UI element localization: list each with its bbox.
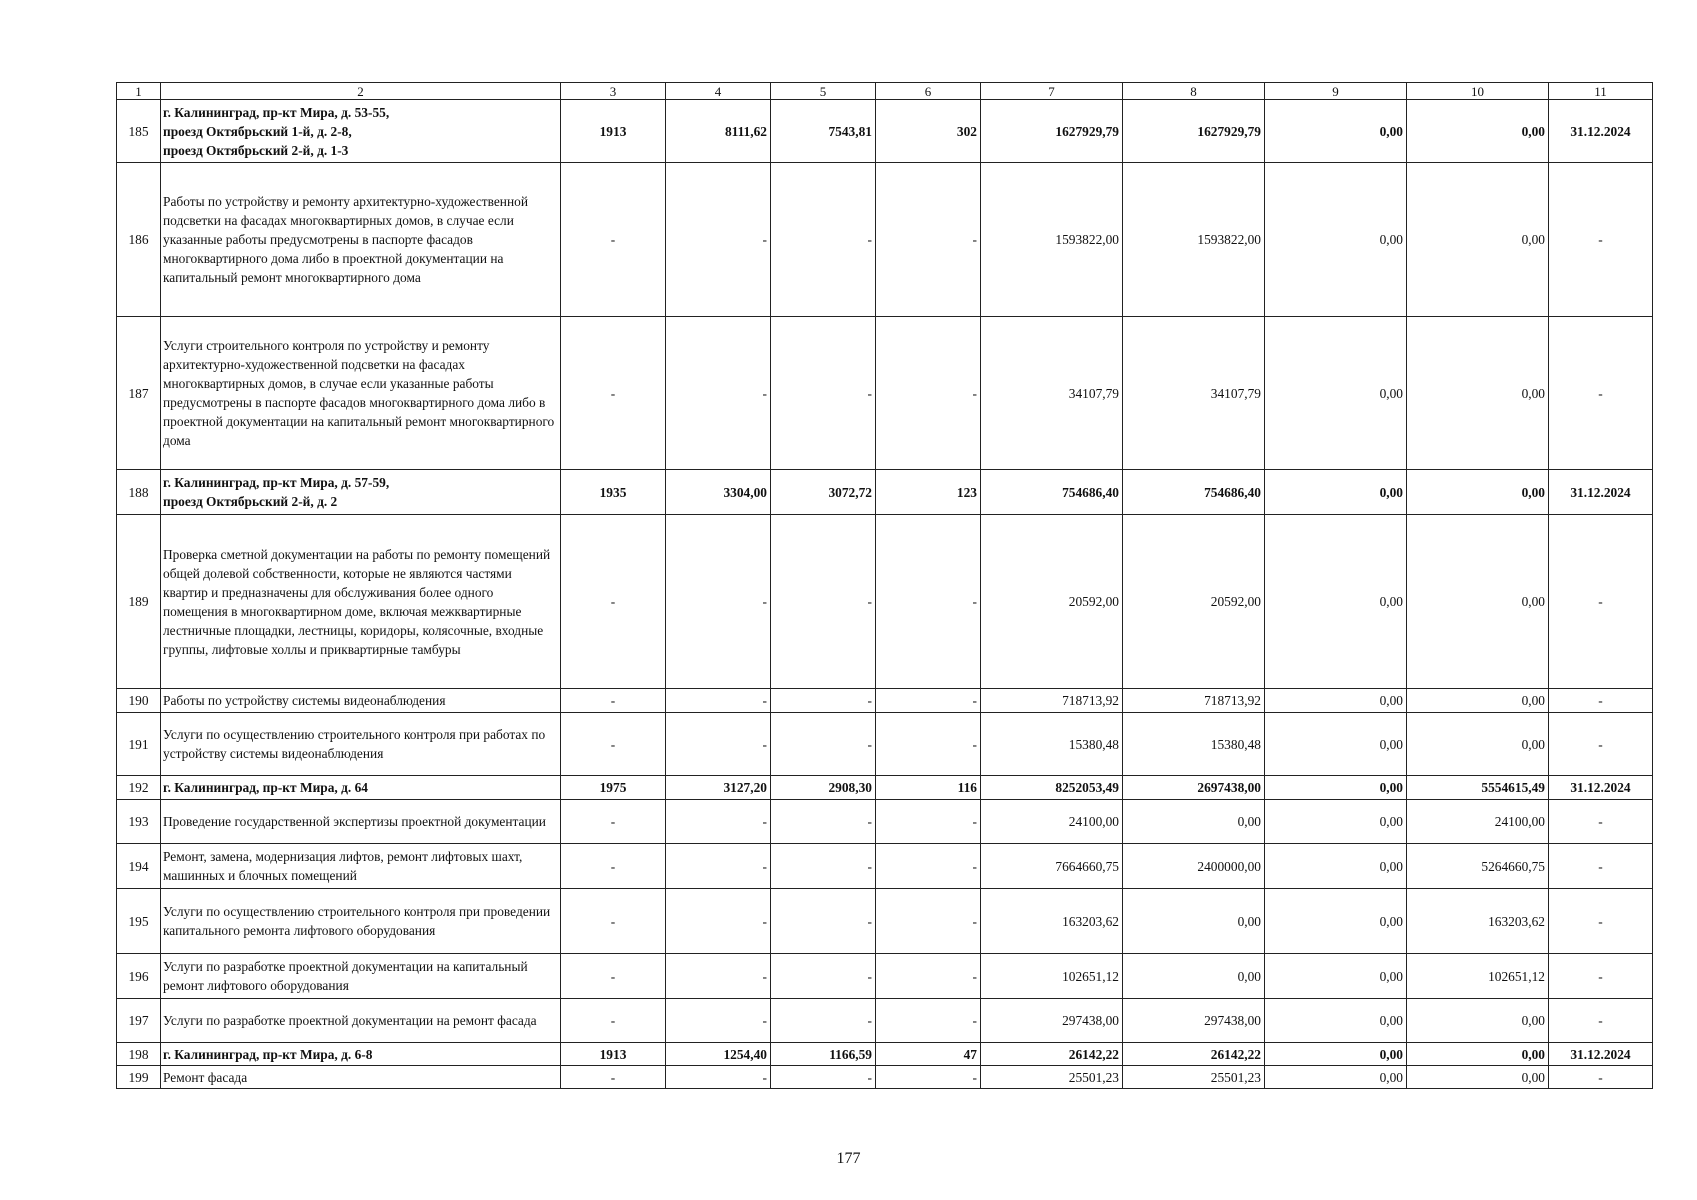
- cell-row-number: 194: [117, 844, 161, 889]
- cell-area-total: -: [666, 954, 771, 999]
- cell-row-number: 187: [117, 317, 161, 470]
- cell-year: -: [561, 889, 666, 954]
- cell-cost-total: 1593822,00: [981, 163, 1123, 317]
- cell-description: [161, 470, 561, 515]
- column-header-4: 4: [666, 83, 771, 100]
- cell-area-total: -: [666, 999, 771, 1043]
- cell-cost-fund: 34107,79: [1123, 317, 1265, 470]
- cell-cost-total: 8252053,49: [981, 776, 1123, 800]
- cell-area-living: -: [771, 800, 876, 844]
- table-row: [117, 713, 1653, 776]
- cell-cost-owners: 0,00: [1265, 470, 1407, 515]
- column-header-2: 2: [161, 83, 561, 100]
- cell-area-total: -: [666, 800, 771, 844]
- cell-deadline: 31.12.2024: [1549, 776, 1653, 800]
- column-header-1: 1: [117, 83, 161, 100]
- address-line: проезд Октябрьский 2-й, д. 1-3: [163, 142, 349, 158]
- cell-row-number: 190: [117, 689, 161, 713]
- cell-deadline: -: [1549, 713, 1653, 776]
- cell-cost-fund: 2697438,00: [1123, 776, 1265, 800]
- cell-cost-fund: 0,00: [1123, 800, 1265, 844]
- cell-year: -: [561, 800, 666, 844]
- table-row: [117, 954, 1653, 999]
- table-row: [117, 515, 1653, 689]
- cell-deadline: -: [1549, 889, 1653, 954]
- cell-cost-owners: 0,00: [1265, 999, 1407, 1043]
- cell-description: Ремонт, замена, модернизация лифтов, ремонт лифтовых шахт, машинных и блочных помещений: [161, 844, 561, 889]
- cell-year: 1913: [561, 1043, 666, 1066]
- cell-cost-other: 24100,00: [1407, 800, 1549, 844]
- cell-area-total: 1254,40: [666, 1043, 771, 1066]
- cell-cost-fund: 754686,40: [1123, 470, 1265, 515]
- cell-cost-total: 754686,40: [981, 470, 1123, 515]
- cell-area-total: -: [666, 317, 771, 470]
- cell-description: Проведение государственной экспертизы проектной документации: [161, 800, 561, 844]
- cell-cost-total: 34107,79: [981, 317, 1123, 470]
- column-header-10: 10: [1407, 83, 1549, 100]
- column-header-5: 5: [771, 83, 876, 100]
- header-row: [117, 83, 1653, 100]
- page-number: 177: [836, 1150, 861, 1167]
- cell-cost-fund: 0,00: [1123, 889, 1265, 954]
- column-header-3: 3: [561, 83, 666, 100]
- cell-deadline: -: [1549, 689, 1653, 713]
- cell-residents: -: [876, 889, 981, 954]
- table-row: [117, 844, 1653, 889]
- cell-area-living: -: [771, 1066, 876, 1089]
- cell-cost-fund: 26142,22: [1123, 1043, 1265, 1066]
- cell-cost-other: 0,00: [1407, 713, 1549, 776]
- cell-cost-fund: 0,00: [1123, 954, 1265, 999]
- cell-area-total: -: [666, 844, 771, 889]
- cell-cost-owners: 0,00: [1265, 1066, 1407, 1089]
- cell-cost-fund: 1627929,79: [1123, 100, 1265, 163]
- cell-deadline: 31.12.2024: [1549, 100, 1653, 163]
- cell-cost-total: 163203,62: [981, 889, 1123, 954]
- cell-cost-fund: 718713,92: [1123, 689, 1265, 713]
- cell-year: -: [561, 689, 666, 713]
- cell-cost-other: 163203,62: [1407, 889, 1549, 954]
- table-row: [117, 1043, 1653, 1066]
- cell-residents: 302: [876, 100, 981, 163]
- cell-row-number: 193: [117, 800, 161, 844]
- cell-year: -: [561, 844, 666, 889]
- table-row: [117, 689, 1653, 713]
- cell-residents: -: [876, 999, 981, 1043]
- cell-residents: 47: [876, 1043, 981, 1066]
- cell-year: -: [561, 515, 666, 689]
- cell-row-number: 186: [117, 163, 161, 317]
- cell-area-living: -: [771, 999, 876, 1043]
- cell-residents: -: [876, 713, 981, 776]
- cell-deadline: 31.12.2024: [1549, 1043, 1653, 1066]
- cell-deadline: -: [1549, 515, 1653, 689]
- table-row: [117, 1066, 1653, 1089]
- cell-cost-owners: 0,00: [1265, 800, 1407, 844]
- table-row: [117, 163, 1653, 317]
- cell-area-living: 3072,72: [771, 470, 876, 515]
- cell-cost-fund: 20592,00: [1123, 515, 1265, 689]
- cell-cost-other: 0,00: [1407, 999, 1549, 1043]
- cell-description: Услуги строительного контроля по устройству и ремонту архитектурно-художественной подсветки на фасадах многоквартирных домов, в случае если указанные работы предусмотрены в паспорте фасадов многоквартирного дома либо в проектной документации на капитальный ремонт многоквартирного дома: [161, 317, 561, 470]
- cell-deadline: -: [1549, 999, 1653, 1043]
- cell-year: -: [561, 317, 666, 470]
- cell-area-living: 1166,59: [771, 1043, 876, 1066]
- cell-cost-total: 26142,22: [981, 1043, 1123, 1066]
- cell-row-number: 197: [117, 999, 161, 1043]
- cell-cost-total: 15380,48: [981, 713, 1123, 776]
- cell-cost-total: 102651,12: [981, 954, 1123, 999]
- cell-cost-owners: 0,00: [1265, 689, 1407, 713]
- cell-area-total: -: [666, 713, 771, 776]
- column-header-8: 8: [1123, 83, 1265, 100]
- cell-cost-owners: 0,00: [1265, 515, 1407, 689]
- table-row: [117, 100, 1653, 163]
- cell-row-number: 196: [117, 954, 161, 999]
- cell-description: Ремонт фасада: [161, 1066, 561, 1089]
- cell-year: -: [561, 1066, 666, 1089]
- cell-area-living: -: [771, 844, 876, 889]
- table-row: [117, 776, 1653, 800]
- cell-area-total: 3127,20: [666, 776, 771, 800]
- cell-cost-total: 297438,00: [981, 999, 1123, 1043]
- cell-row-number: 185: [117, 100, 161, 163]
- cell-cost-fund: 297438,00: [1123, 999, 1265, 1043]
- table-row: [117, 800, 1653, 844]
- cell-area-total: 8111,62: [666, 100, 771, 163]
- cell-deadline: -: [1549, 954, 1653, 999]
- budget-table: [116, 82, 1653, 1089]
- column-header-11: 11: [1549, 83, 1653, 100]
- cell-description: г. Калининград, пр-кт Мира, д. 6-8: [161, 1043, 561, 1066]
- cell-cost-other: 5554615,49: [1407, 776, 1549, 800]
- cell-cost-other: 0,00: [1407, 163, 1549, 317]
- cell-cost-owners: 0,00: [1265, 844, 1407, 889]
- cell-area-living: 2908,30: [771, 776, 876, 800]
- address-line: проезд Октябрьский 2-й, д. 2: [163, 494, 338, 509]
- cell-cost-owners: 0,00: [1265, 776, 1407, 800]
- cell-description: [161, 100, 561, 163]
- cell-description: г. Калининград, пр-кт Мира, д. 64: [161, 776, 561, 800]
- cell-row-number: 188: [117, 470, 161, 515]
- cell-description: Услуги по разработке проектной документации на ремонт фасада: [161, 999, 561, 1043]
- cell-description: Услуги по разработке проектной документации на капитальный ремонт лифтового оборудования: [161, 954, 561, 999]
- cell-deadline: 31.12.2024: [1549, 470, 1653, 515]
- cell-row-number: 191: [117, 713, 161, 776]
- cell-cost-owners: 0,00: [1265, 100, 1407, 163]
- cell-row-number: 192: [117, 776, 161, 800]
- table-row: [117, 999, 1653, 1043]
- address-line: г. Калининград, пр-кт Мира, д. 53-55,: [163, 104, 390, 120]
- cell-residents: -: [876, 1066, 981, 1089]
- cell-row-number: 199: [117, 1066, 161, 1089]
- cell-cost-other: 0,00: [1407, 515, 1549, 689]
- address-line: г. Калининград, пр-кт Мира, д. 57-59,: [163, 475, 390, 490]
- cell-row-number: 195: [117, 889, 161, 954]
- cell-area-living: -: [771, 713, 876, 776]
- cell-residents: 116: [876, 776, 981, 800]
- cell-cost-fund: 2400000,00: [1123, 844, 1265, 889]
- cell-cost-other: 0,00: [1407, 689, 1549, 713]
- cell-area-living: -: [771, 689, 876, 713]
- cell-description: Услуги по осуществлению строительного контроля при работах по устройству системы видеонаблюдения: [161, 713, 561, 776]
- cell-cost-fund: 25501,23: [1123, 1066, 1265, 1089]
- cell-description: Работы по устройству системы видеонаблюдения: [161, 689, 561, 713]
- cell-area-total: -: [666, 1066, 771, 1089]
- cell-area-living: -: [771, 317, 876, 470]
- cell-deadline: -: [1549, 317, 1653, 470]
- table-row: [117, 317, 1653, 470]
- cell-row-number: 198: [117, 1043, 161, 1066]
- cell-cost-total: 24100,00: [981, 800, 1123, 844]
- cell-cost-owners: 0,00: [1265, 954, 1407, 999]
- cell-cost-other: 0,00: [1407, 1043, 1549, 1066]
- cell-area-total: -: [666, 689, 771, 713]
- cell-cost-fund: 15380,48: [1123, 713, 1265, 776]
- cell-area-total: -: [666, 889, 771, 954]
- cell-cost-total: 7664660,75: [981, 844, 1123, 889]
- cell-cost-other: 0,00: [1407, 100, 1549, 163]
- cell-area-living: -: [771, 163, 876, 317]
- address-line: проезд Октябрьский 1-й, д. 2-8,: [163, 123, 352, 139]
- cell-deadline: -: [1549, 163, 1653, 317]
- cell-cost-owners: 0,00: [1265, 713, 1407, 776]
- cell-cost-owners: 0,00: [1265, 889, 1407, 954]
- cell-year: 1935: [561, 470, 666, 515]
- cell-cost-total: 20592,00: [981, 515, 1123, 689]
- cell-cost-fund: 1593822,00: [1123, 163, 1265, 317]
- cell-area-total: 3304,00: [666, 470, 771, 515]
- cell-deadline: -: [1549, 1066, 1653, 1089]
- cell-cost-other: 0,00: [1407, 1066, 1549, 1089]
- table-row: [117, 470, 1653, 515]
- cell-area-total: -: [666, 515, 771, 689]
- cell-year: -: [561, 163, 666, 317]
- cell-row-number: 189: [117, 515, 161, 689]
- cell-deadline: -: [1549, 844, 1653, 889]
- cell-residents: -: [876, 800, 981, 844]
- cell-description: Услуги по осуществлению строительного контроля при проведении капитального ремонта лифтового оборудования: [161, 889, 561, 954]
- cell-residents: -: [876, 689, 981, 713]
- cell-cost-owners: 0,00: [1265, 163, 1407, 317]
- cell-cost-other: 0,00: [1407, 470, 1549, 515]
- cell-cost-total: 718713,92: [981, 689, 1123, 713]
- cell-area-living: -: [771, 889, 876, 954]
- cell-year: 1975: [561, 776, 666, 800]
- cell-residents: 123: [876, 470, 981, 515]
- cell-area-living: -: [771, 954, 876, 999]
- cell-cost-owners: 0,00: [1265, 1043, 1407, 1066]
- cell-cost-total: 1627929,79: [981, 100, 1123, 163]
- cell-year: 1913: [561, 100, 666, 163]
- cell-residents: -: [876, 163, 981, 317]
- cell-year: -: [561, 999, 666, 1043]
- cell-cost-total: 25501,23: [981, 1066, 1123, 1089]
- cell-area-living: -: [771, 515, 876, 689]
- cell-year: -: [561, 954, 666, 999]
- cell-area-total: -: [666, 163, 771, 317]
- cell-cost-other: 5264660,75: [1407, 844, 1549, 889]
- cell-deadline: -: [1549, 800, 1653, 844]
- cell-year: -: [561, 713, 666, 776]
- cell-area-living: 7543,81: [771, 100, 876, 163]
- cell-description: Проверка сметной документации на работы по ремонту помещений общей долевой собственности, которые не являются частями квартир и предназначены для обслуживания более одного помещения в многоквартирном доме, включая межквартирные лестничные площадки, лестницы, коридоры, колясочные, входные группы, лифтовые холлы и приквартирные тамбуры: [161, 515, 561, 689]
- cell-residents: -: [876, 844, 981, 889]
- column-header-6: 6: [876, 83, 981, 100]
- column-header-9: 9: [1265, 83, 1407, 100]
- column-header-7: 7: [981, 83, 1123, 100]
- cell-residents: -: [876, 515, 981, 689]
- cell-cost-other: 102651,12: [1407, 954, 1549, 999]
- cell-cost-owners: 0,00: [1265, 317, 1407, 470]
- cell-residents: -: [876, 954, 981, 999]
- cell-cost-other: 0,00: [1407, 317, 1549, 470]
- cell-residents: -: [876, 317, 981, 470]
- table-row: [117, 889, 1653, 954]
- cell-description: Работы по устройству и ремонту архитектурно-художественной подсветки на фасадах многоквартирных домов, в случае если указанные работы предусмотрены в паспорте фасадов многоквартирного дома либо в проектной документации на капитальный ремонт многоквартирного дома: [161, 163, 561, 317]
